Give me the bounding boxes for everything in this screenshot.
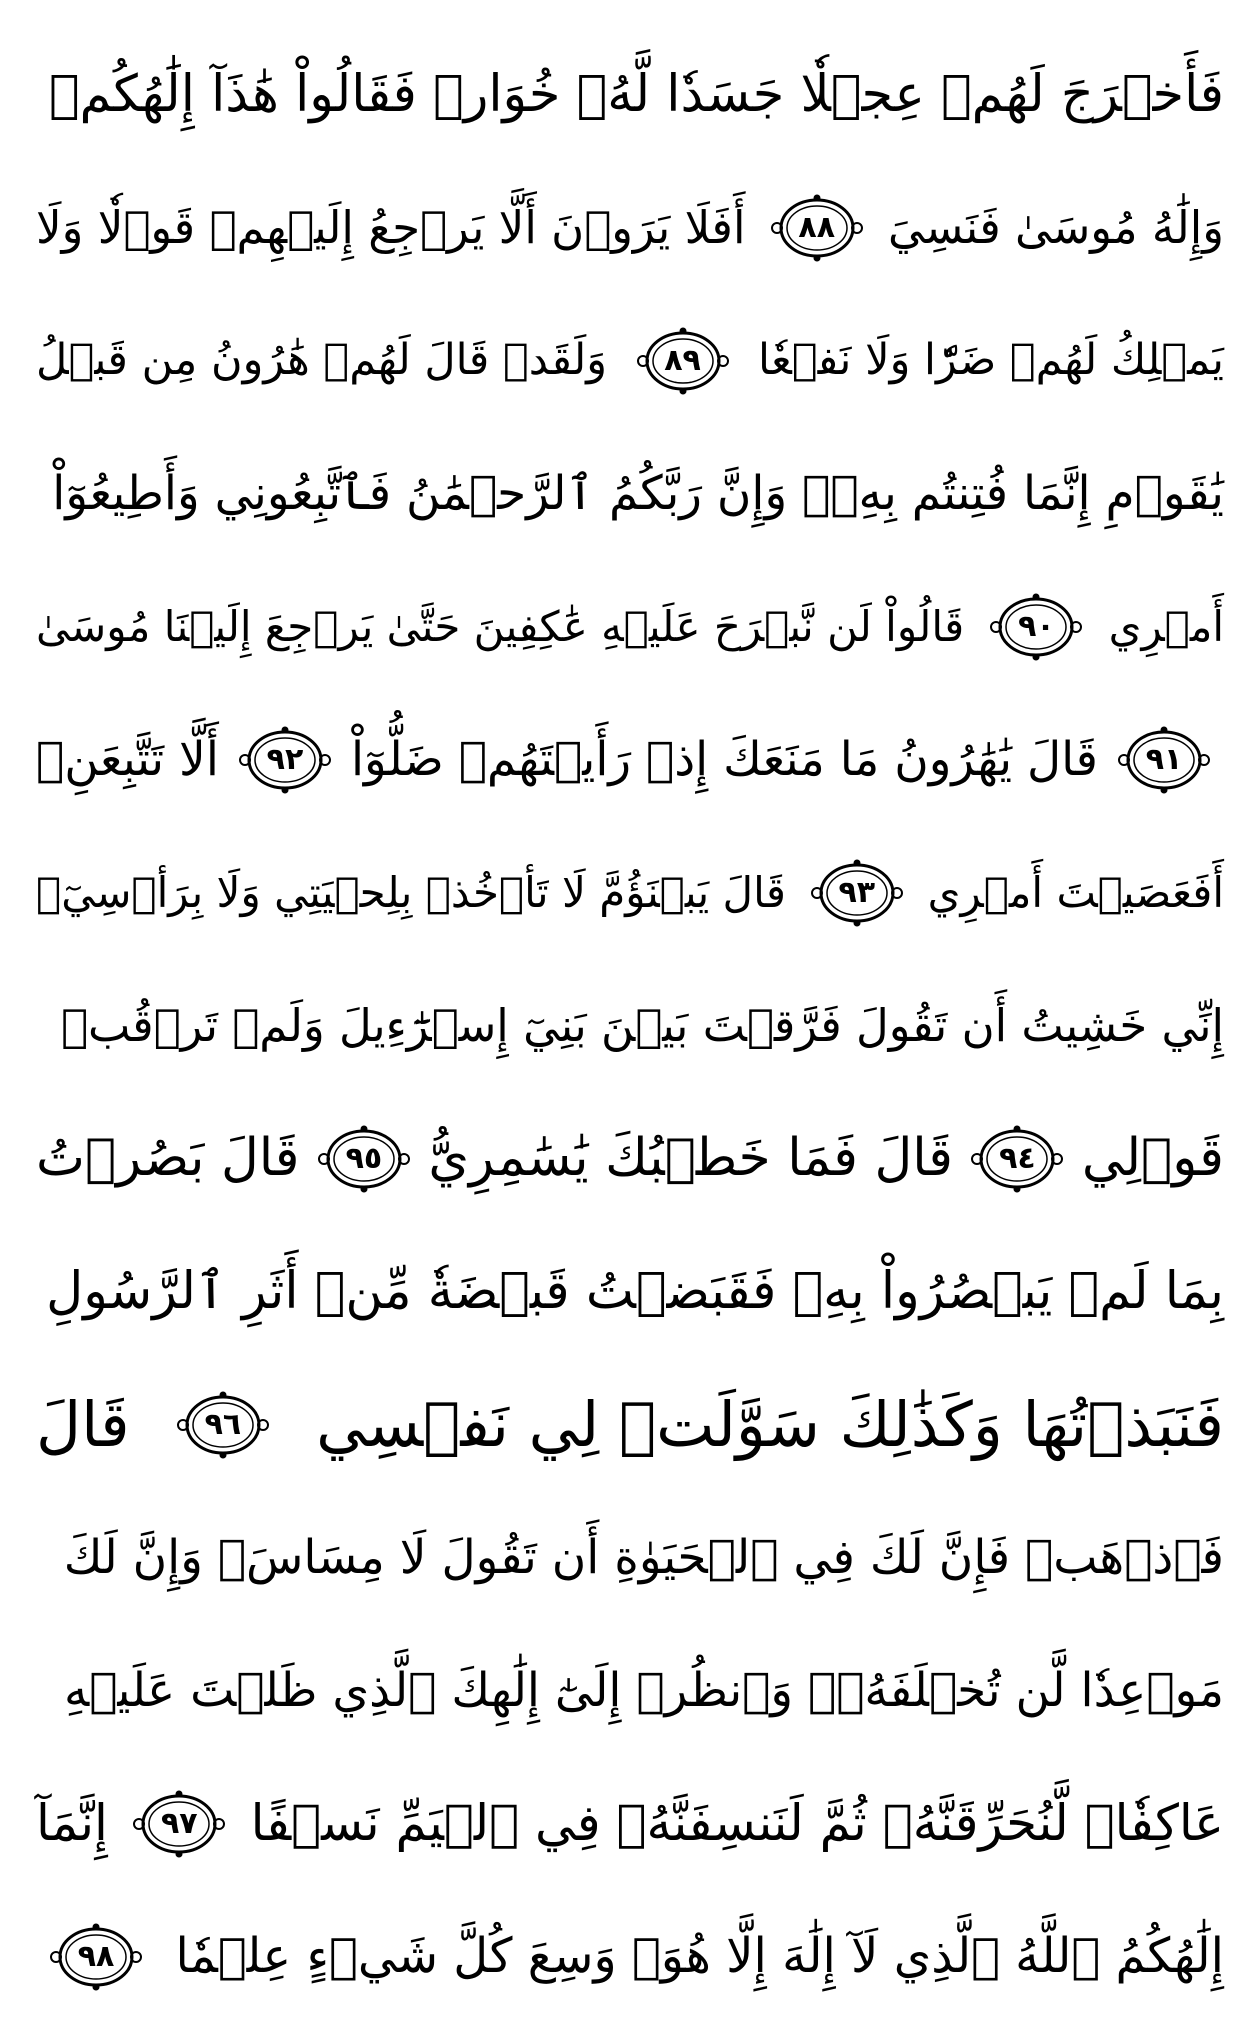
ayah-number: ٩٢: [266, 741, 304, 777]
verse-text: إِلَٰهُكُمُ ٱللَّهُ ٱلَّذِي لَآ إِلَٰهَ إِلَّا هُوَۚ وَسِعَ كُلَّ شَيۡءٍ عِلۡمٗا: [175, 1928, 1224, 1984]
ayah-number: ٩٥: [345, 1140, 383, 1176]
text-line: [36, 693, 1224, 826]
text-line: [36, 1757, 1224, 1890]
text-line: [36, 1624, 1224, 1757]
text-line: [36, 1358, 1224, 1491]
verse-text: فَٱذۡهَبۡ فَإِنَّ لَكَ فِي ٱلۡحَيَوٰةِ أَن تَقُولَ لَا مِسَاسَۖ وَإِنَّ لَكَ: [63, 1530, 1224, 1585]
ayah-number-marker: [173, 1391, 273, 1459]
text-line: [36, 28, 1224, 161]
ayah-number-marker: [129, 1790, 229, 1858]
ayah-number-marker: [767, 194, 867, 262]
ayah-number: ٩١: [1145, 741, 1183, 777]
verse-text: يَٰقَوۡمِ إِنَّمَا فُتِنتُم بِهِۦۖ وَإِنَّ رَبَّكُمُ ٱلرَّحۡمَٰنُ فَٱتَّبِعُونِي وَأَطِيعُوٓاْ: [52, 466, 1224, 521]
verse-text: أَلَّا تَتَّبِعَنِۖ: [36, 732, 219, 787]
ayah-number: ٩٤: [999, 1140, 1036, 1176]
verse-text: مَوۡعِدٗا لَّن تُخۡلَفَهُۥۖ وَٱنظُرۡ إِلَىٰٓ إِلَٰهِكَ ٱلَّذِي ظَلۡتَ عَلَيۡهِ: [64, 1663, 1224, 1718]
text-line: [36, 1890, 1224, 2023]
verse-text: أَمۡرِي: [1108, 602, 1224, 651]
ayah-number-marker: [314, 1125, 414, 1193]
ayah-number: ٨٨: [798, 209, 836, 245]
verse-text: قَالُواْ لَن نَّبۡرَحَ عَلَيۡهِ عَٰكِفِينَ حَتَّىٰ يَرۡجِعَ إِلَيۡنَا مُوسَىٰ: [36, 602, 965, 651]
ayah-number: ٩٨: [77, 1938, 115, 1974]
verse-text: فَنَبَذۡتُهَا وَكَذَٰلِكَ سَوَّلَتۡ لِي نَفۡسِي: [316, 1388, 1224, 1461]
verse-text: وَلَقَدۡ قَالَ لَهُمۡ هَٰرُونُ مِن قَبۡلُ: [36, 335, 607, 385]
verse-text: قَالَ يَٰهَٰرُونُ مَا مَنَعَكَ إِذۡ رَأَيۡتَهُمۡ ضَلُّوٓاْ: [350, 732, 1098, 787]
text-line: [36, 1491, 1224, 1624]
text-line: [36, 1092, 1224, 1225]
verse-text: قَالَ فَمَا خَطۡبُكَ يَٰسَٰمِرِيُّ: [428, 1128, 953, 1188]
verse-text: قَوۡلِي: [1081, 1128, 1224, 1188]
text-line: [36, 161, 1224, 294]
text-line: [36, 427, 1224, 560]
verse-text: أَفَعَصَيۡتَ أَمۡرِي: [927, 868, 1224, 917]
verse-text: قَالَ: [36, 1388, 130, 1461]
ayah-number-marker: [1114, 726, 1214, 794]
verse-text: وَإِلَٰهُ مُوسَىٰ فَنَسِيَ: [888, 201, 1224, 254]
verse-text: قَالَ بَصُرۡتُ: [36, 1128, 300, 1188]
ayah-number-marker: [967, 1125, 1067, 1193]
text-lines: [36, 28, 1224, 2023]
text-line: [36, 826, 1224, 959]
verse-text: قَالَ يَبۡنَؤُمَّ لَا تَأۡخُذۡ بِلِحۡيَتِي وَلَا بِرَأۡسِيٓۖ: [36, 868, 786, 917]
ayah-number: ٩٧: [160, 1805, 198, 1841]
text-line: [36, 959, 1224, 1092]
verse-text: يَمۡلِكُ لَهُمۡ ضَرّٗا وَلَا نَفۡعٗا: [758, 335, 1224, 385]
ayah-number: ٨٩: [664, 342, 701, 378]
ayah-number: ٩٦: [204, 1406, 242, 1442]
ayah-number-marker: [235, 726, 335, 794]
verse-text: بِمَا لَمۡ يَبۡصُرُواْ بِهِۦ فَقَبَضۡتُ قَبۡضَةٗ مِّنۡ أَثَرِ ٱلرَّسُولِ: [46, 1262, 1224, 1321]
text-line: [36, 560, 1224, 693]
verse-text: فَأَخۡرَجَ لَهُمۡ عِجۡلٗا جَسَدٗا لَّهُۥ خُوَارٞ فَقَالُواْ هَٰذَآ إِلَٰهُكُمۡ: [48, 65, 1224, 124]
verse-text: أَفَلَا يَرَوۡنَ أَلَّا يَرۡجِعُ إِلَيۡهِمۡ قَوۡلٗا وَلَا: [36, 201, 746, 254]
ayah-number: ٩٣: [838, 874, 876, 910]
text-line: [36, 294, 1224, 427]
verse-text: عَاكِفٗاۖ لَّنُحَرِّقَنَّهُۥ ثُمَّ لَنَنسِفَنَّهُۥ فِي ٱلۡيَمِّ نَسۡفًا: [250, 1794, 1224, 1852]
verse-text: إِنِّي خَشِيتُ أَن تَقُولَ فَرَّقۡتَ بَيۡنَ بَنِيٓ إِسۡرَٰٓءِيلَ وَلَمۡ تَرۡقُبۡ: [60, 999, 1224, 1052]
ayah-number-marker: [633, 327, 733, 395]
verse-text: إِنَّمَآ: [36, 1794, 108, 1852]
ayah-number-marker: [986, 593, 1086, 661]
ayah-number: ٩٠: [1018, 608, 1055, 644]
ayah-number-marker: [807, 859, 907, 927]
text-line: [36, 1225, 1224, 1358]
ayah-number-marker: [46, 1923, 146, 1991]
